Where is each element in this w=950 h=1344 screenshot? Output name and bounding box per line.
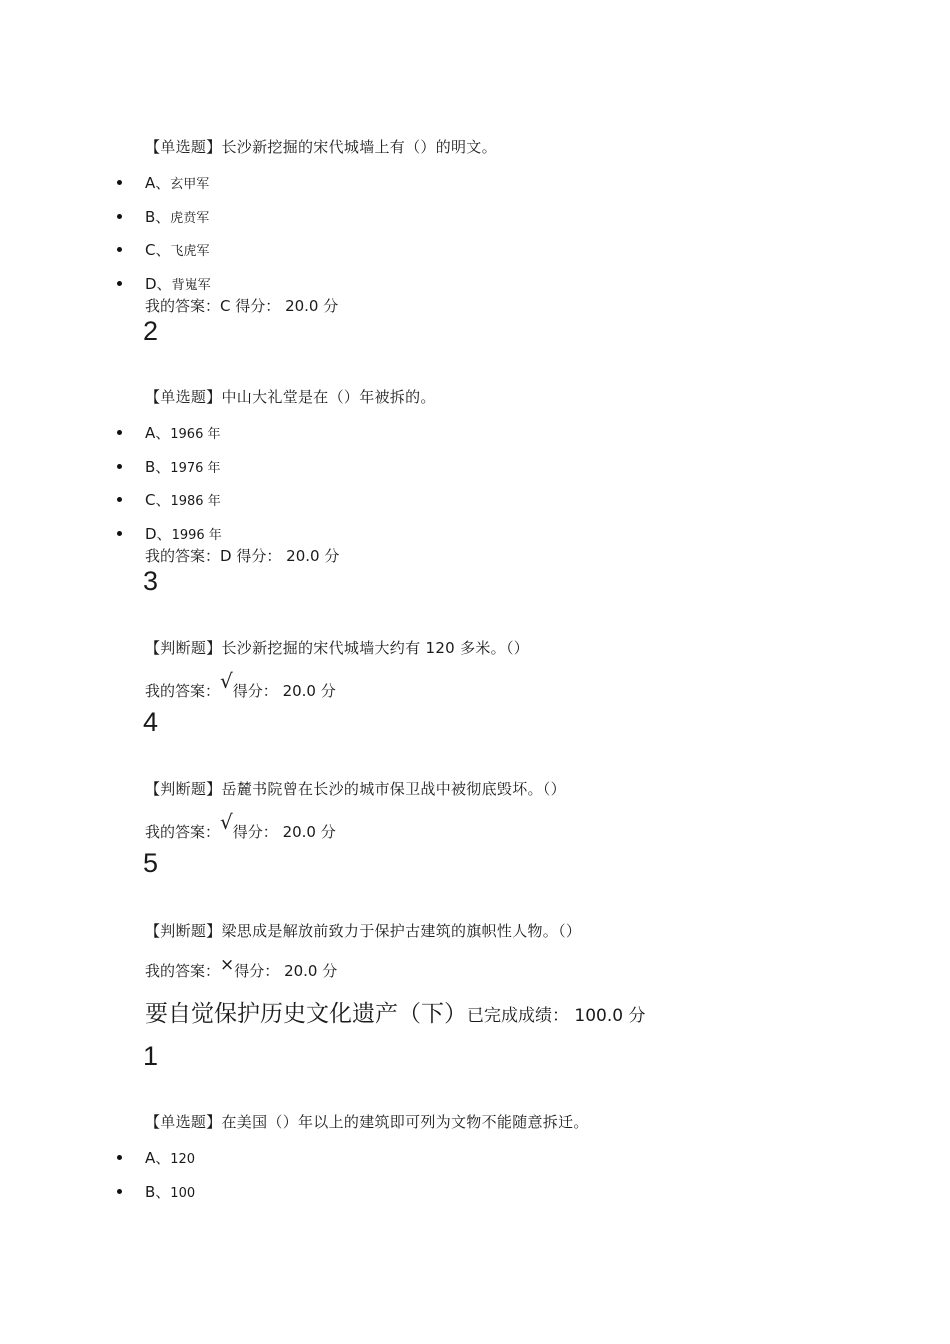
q2-option-a: A、1966 年 <box>145 424 221 442</box>
bullet-icon <box>117 497 122 502</box>
question-number-3: 3 <box>143 566 159 596</box>
question-3-text: 【判断题】长沙新挖掘的宋代城墙大约有 120 多米。（） <box>145 639 530 657</box>
check-mark-icon: √ <box>220 669 233 693</box>
next-question-1-text: 【单选题】在美国（）年以上的建筑即可列为文物不能随意拆迁。 <box>145 1113 589 1131</box>
q2-option-c: C、1986 年 <box>145 491 221 509</box>
cross-mark-icon: × <box>220 955 235 975</box>
bullet-icon <box>117 1189 122 1194</box>
bullet-icon <box>117 464 122 469</box>
section-title: 要自觉保护历史文化遗产（下）已完成成绩： 100.0 分 <box>145 1001 646 1027</box>
question-number-4: 4 <box>143 707 159 737</box>
bullet-icon <box>117 214 122 219</box>
next-q1-option-b: B、100 <box>145 1183 196 1201</box>
next-q1-option-a: A、120 <box>145 1149 196 1167</box>
bullet-icon <box>117 180 122 185</box>
q3-my-answer: 我的答案：√得分： 20.0 分 <box>145 669 336 700</box>
q1-option-c: C、飞虎军 <box>145 241 210 259</box>
q1-option-d: D、背嵬军 <box>145 275 211 293</box>
q2-my-answer: 我的答案：D 得分： 20.0 分 <box>145 547 340 565</box>
q1-option-b: B、虎贲军 <box>145 208 210 226</box>
bullet-icon <box>117 247 122 252</box>
question-number-2: 2 <box>143 316 159 346</box>
bullet-icon <box>117 531 122 536</box>
question-2-text: 【单选题】中山大礼堂是在（）年被拆的。 <box>145 388 436 406</box>
q2-option-d: D、1996 年 <box>145 525 222 543</box>
check-mark-icon: √ <box>220 810 233 834</box>
question-number-5: 5 <box>143 848 159 878</box>
bullet-icon <box>117 281 122 286</box>
question-5-text: 【判断题】梁思成是解放前致力于保护古建筑的旗帜性人物。（） <box>145 922 582 940</box>
question-number-1: 1 <box>143 1041 159 1071</box>
q2-option-b: B、1976 年 <box>145 458 221 476</box>
bullet-icon <box>117 1155 122 1160</box>
q1-option-a: A、玄甲军 <box>145 174 210 192</box>
question-1-text: 【单选题】长沙新挖掘的宋代城墙上有（）的明文。 <box>145 138 497 156</box>
bullet-icon <box>117 430 122 435</box>
q5-my-answer: 我的答案：×得分： 20.0 分 <box>145 955 338 980</box>
question-4-text: 【判断题】岳麓书院曾在长沙的城市保卫战中被彻底毁坏。（） <box>145 780 566 798</box>
q1-my-answer: 我的答案：C 得分： 20.0 分 <box>145 297 339 315</box>
q4-my-answer: 我的答案：√得分： 20.0 分 <box>145 810 336 841</box>
